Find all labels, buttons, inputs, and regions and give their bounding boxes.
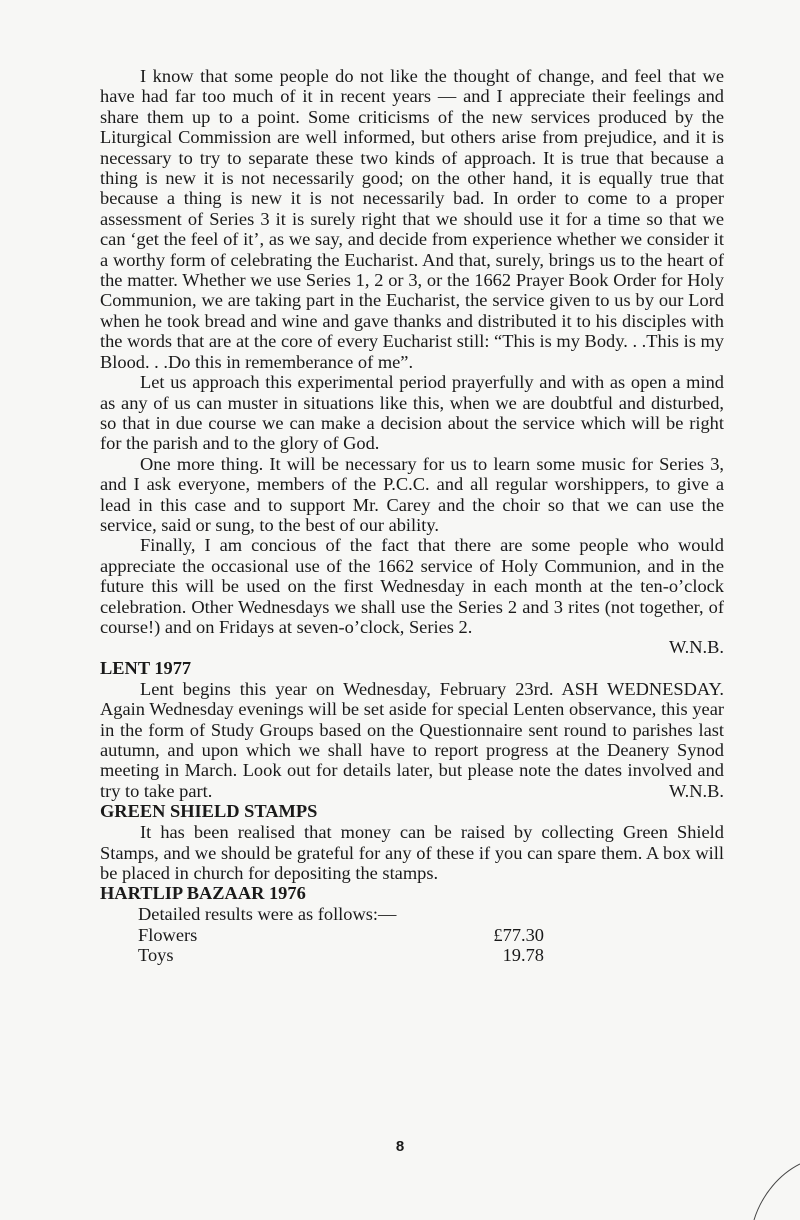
results-row — [138, 925, 544, 945]
result-item: Flowers — [138, 924, 198, 945]
page-corner-curl — [740, 1160, 800, 1220]
paragraph-change: I know that some people do not like the thought of change, and feel that we have had far too much of it in recent years — and I appreciate their feelings and share them up to a point. Some criticisms of the new services produced by the Liturgical Commission are well informed, but others arise from prejudice, and it is necessary to try to separate these two kinds of approach. It is true that because a thing is new it is not necessarily good; on the other hand, it is equally true that because a thing is new it is not necessarily bad. In order to come to a proper assessment of Series 3 it is surely right that we should use it for a time so that we can ‘get the feel of it’, as we say, and decide from experience whether we consider it a worthy form of celebrating the Eucharist. And that, surely, brings us to the heart of the matter. Whether we use Series 1, 2 or 3, or the 1662 Prayer Book Order for Holy Communion, we are taking part in the Eucharist, the service given to us by our Lord when he took bread and wine and gave thanks and distributed it to his disciples with the words that are at the core of every Eucharist still: “This is my Body. . .This is my Blood. . .Do this in rememberance of me”. — [100, 66, 724, 372]
signature-wnb: W.N.B. — [668, 637, 724, 658]
results-row — [138, 945, 544, 965]
paragraph-finally: Finally, I am concious of the fact that there are some people who would appreciate the occasional use of the 1662 service of Holy Communion, and in the future this will be used on the first Wednesday in each month at the ten-o’clock celebration. Other Wednesdays we shall use the Series 2 and 3 rites (not together, of course!) and on Fridays at seven-o’clock, Series 2. — [100, 535, 724, 637]
page-number: 8 — [395, 1138, 405, 1155]
paragraph-music: One more thing. It will be necessary for us to learn some music for Series 3, and I ask everyone, members of the P.C.C. and all regular worshippers, to give a lead in this case and to support Mr. Carey and the choir so that we can use the service, said or sung, to the best of our ability. — [100, 453, 724, 535]
paragraph-stamps: It has been realised that money can be raised by collecting Green Shield Stamps, and we should be grateful for any of these if you can spare them. A box will be placed in church for depositing the stamps. — [100, 822, 724, 884]
heading-green-shield-stamps: GREEN SHIELD STAMPS — [100, 801, 318, 822]
result-amount: £77.30 — [493, 924, 544, 945]
document-body — [100, 66, 724, 966]
bazaar-results — [138, 904, 724, 965]
lent-text: Lent begins this year on Wednesday, February 23rd. ASH WEDNESDAY. Again Wednesday evenings will be set aside for special Lenten observance, this year in the form of Study Groups based on the Questionnaire sent round to parishes last autumn, and upon which we shall have to report progress at the Deanery Synod meeting in March. Look out for details later, but please note the dates involved and try to take part. — [100, 678, 724, 801]
paragraph-lent — [100, 679, 724, 801]
result-amount: 19.78 — [502, 945, 544, 966]
bazaar-intro: Detailed results were as follows:— — [138, 904, 397, 925]
result-item: Toys — [138, 945, 174, 966]
heading-hartlip-bazaar: HARTLIP BAZAAR 1976 — [100, 883, 306, 904]
paragraph-approach: Let us approach this experimental period prayerfully and with as open a mind as any of us can muster in situations like this, when we are doubtful and disturbed, so that in due course we can make a decision about the service which will be right for the parish and to the glory of God. — [100, 372, 724, 454]
heading-lent: LENT 1977 — [100, 657, 192, 678]
lent-signature: W.N.B. — [668, 780, 724, 801]
